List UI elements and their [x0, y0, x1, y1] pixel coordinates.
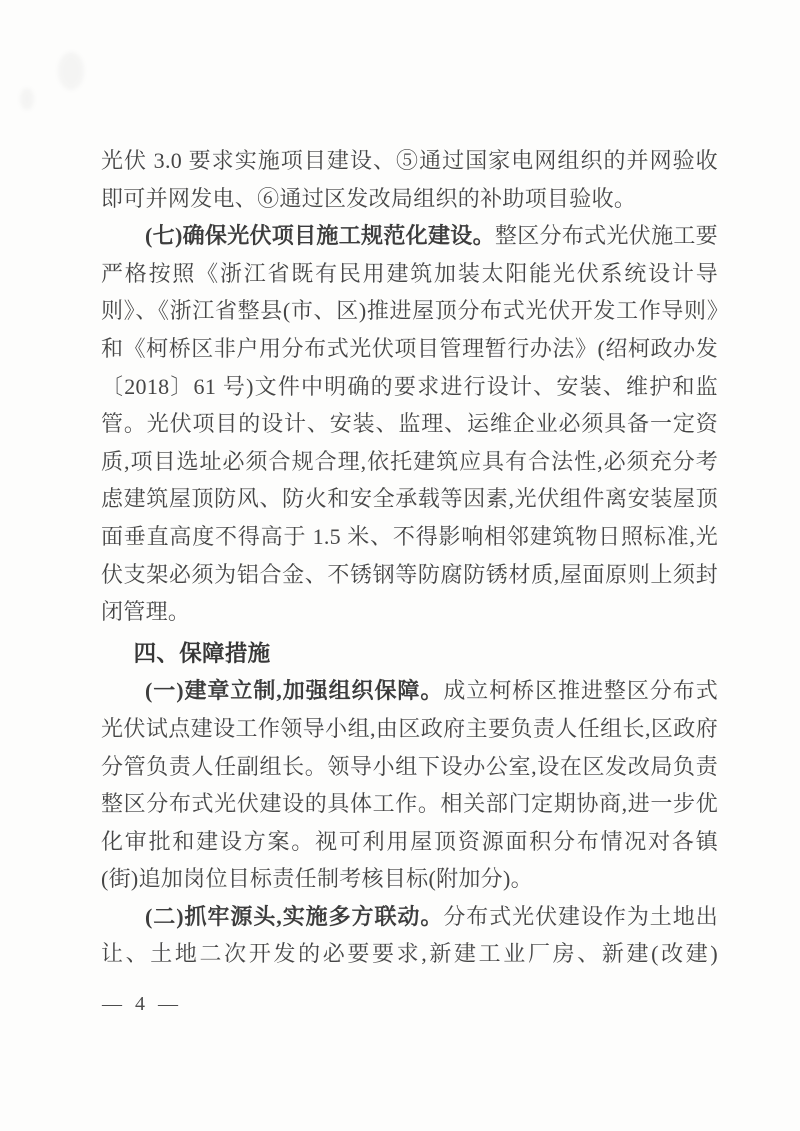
item-two-text: 分布式光伏建设作为土地出让、土地二次开发的必要要求,新建工业厂房、新建(改建) [101, 903, 718, 967]
page-number: — 4 — [102, 993, 182, 1015]
scan-smudge-icon [58, 52, 84, 90]
item-one-lead: (一)建章立制,加强组织保障。 [145, 678, 444, 704]
item-one-text: 成立柯桥区推进整区分布式光伏试点建设工作领导小组,由区政府主要负责人任组长,区政府分管负责人任副组长。领导小组下设办公室,设在区发改局负责整区分布式光伏建设的具体工作。相关部门定期协商,进一步优化审批和建设方案。视可利用屋顶资源面积分布情况对各镇(街)追加岗位目标责任制考核目标(附加分)。 [101, 678, 718, 892]
item-two-lead: (二)抓牢源头,实施多方联动。 [145, 903, 444, 929]
paragraph-item-two [101, 898, 718, 973]
document-body [101, 142, 718, 973]
paragraph-item-one [101, 672, 718, 898]
scan-smudge-icon [20, 88, 34, 110]
section-four-heading: 四、保障措施 [133, 640, 271, 666]
section-seven-lead: (七)确保光伏项目施工规范化建设。 [145, 223, 495, 249]
paragraph-grid-acceptance: 光伏 3.0 要求实施项目建设、⑤通过国家电网组织的并网验收即可并网发电、⑥通过区发改局组织的补助项目验收。 [101, 148, 718, 211]
section-seven-text: 整区分布式光伏施工要严格按照《浙江省既有民用建筑加装太阳能光伏系统设计导则》、《浙江省整县(市、区)推进屋顶分布式光伏开发工作导则》和《柯桥区非户用分布式光伏项目管理暂行办法》(绍柯政办发〔2018〕61 号)文件中明确的要求进行设计、安装、维护和监管。光伏项目的设计、安装、监理、运维企业必须具备一定资质,项目选址必须合规合理,依托建筑应具有合法性,必须充分考虑建筑屋顶防风、防火和安全承载等因素,光伏组件离安装屋顶面垂直高度不得高于 1.5 米、不得影响相邻建筑物日照标准,光伏支架必须为铝合金、不锈钢等防腐防锈材质,屋面原则上须封闭管理。 [101, 223, 718, 625]
paragraph-section-seven [101, 217, 718, 631]
